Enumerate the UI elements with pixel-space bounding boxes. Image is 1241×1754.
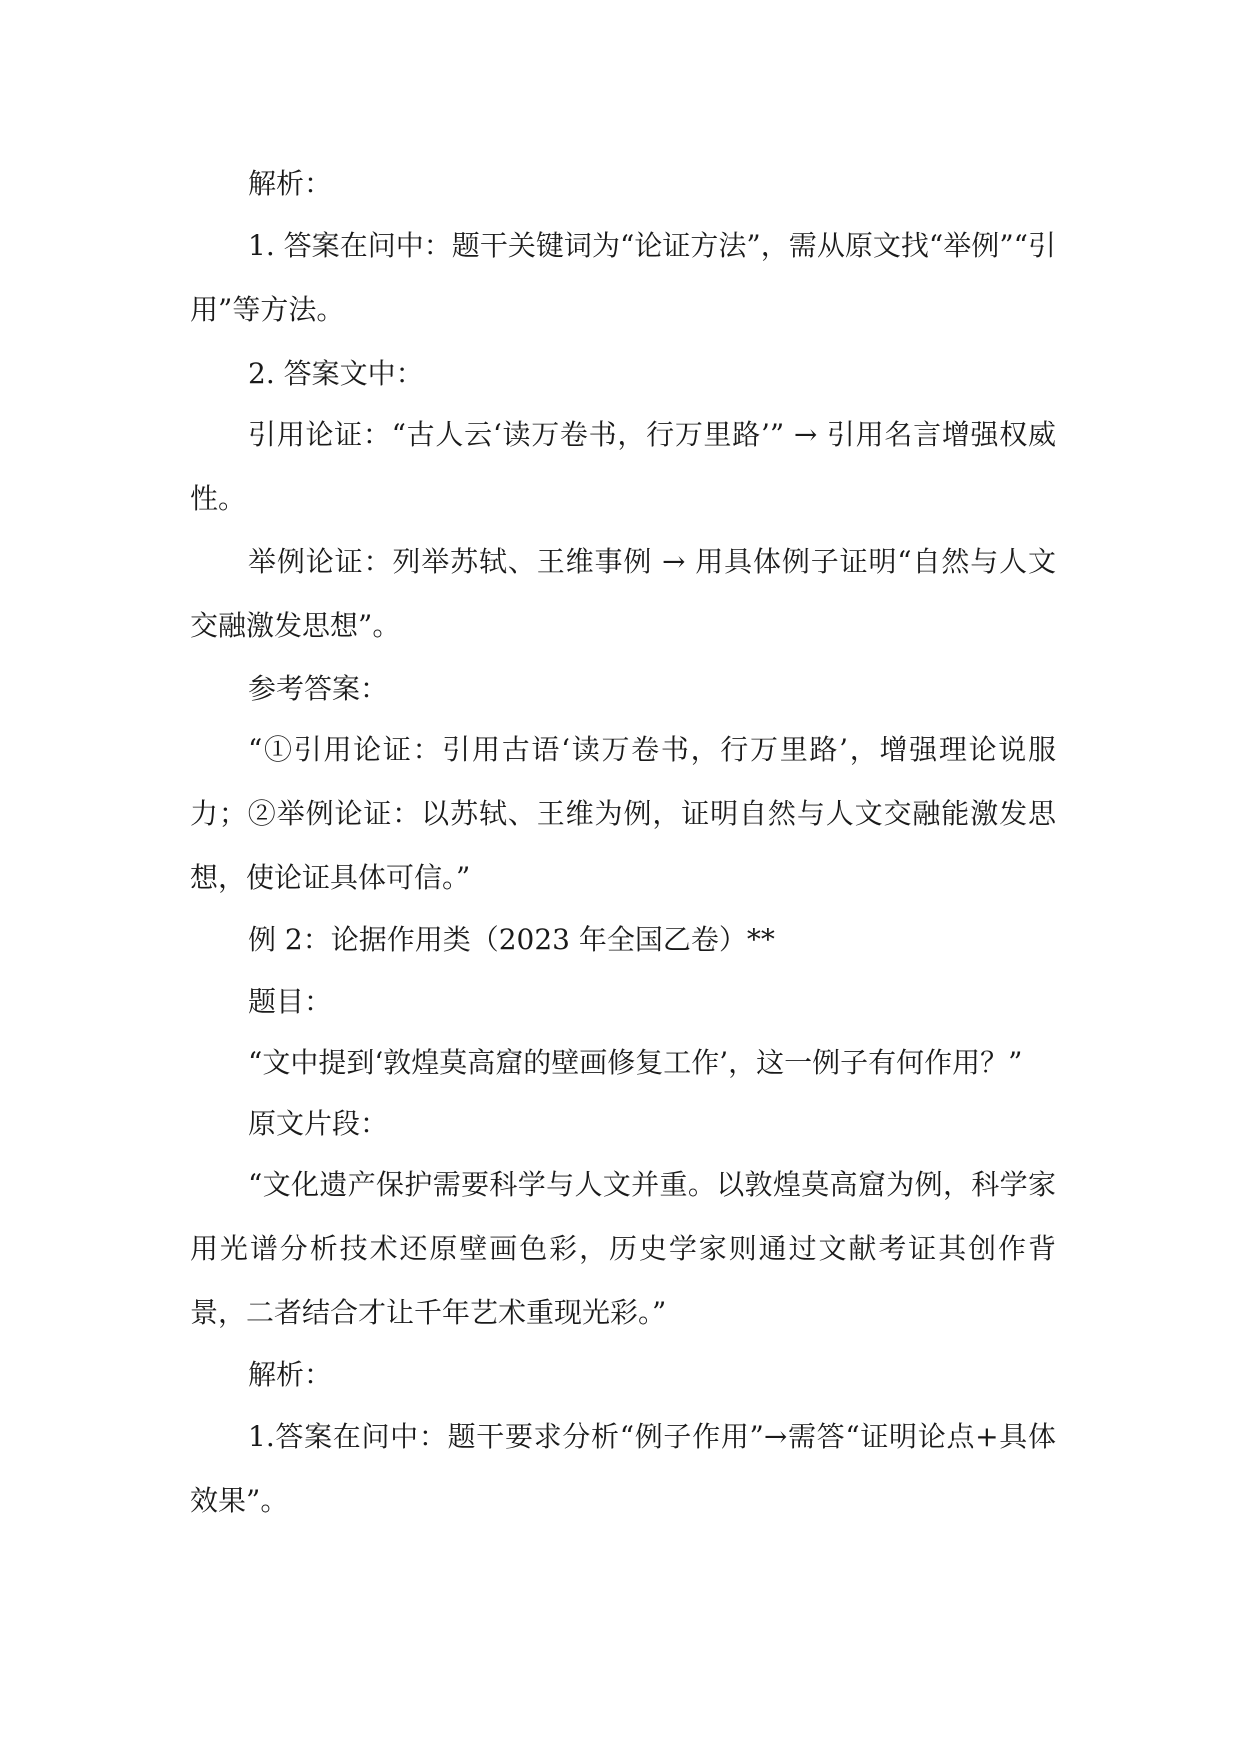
analysis-heading-1: 解析：: [248, 167, 333, 200]
analysis-point-2: 2. 答案文中：: [248, 357, 424, 390]
source-excerpt-text: “文化遗产保护需要科学与人文并重。以敦煌莫高窟为例，科学家用光谱分析技术还原壁画色彩，历史学家则通过文献考证其创作背景，二者结合才让千年艺术重现光彩。”: [190, 1168, 1056, 1329]
analysis-heading-2: 解析：: [248, 1358, 333, 1391]
analysis-2-point-1: 1.答案在问中：题干要求分析“例子作用”→需答“证明论点+具体效果”。: [190, 1420, 1056, 1517]
example-2-heading: 例 2：论据作用类（2023 年全国乙卷）**: [248, 923, 775, 956]
quotation-argument-note: 引用论证：“古人云‘读万卷书，行万里路’” → 引用名言增强权威性。: [190, 418, 1056, 515]
question-text: “文中提到‘敦煌莫高窟的壁画修复工作’，这一例子有何作用？”: [248, 1046, 1023, 1079]
source-excerpt-heading: 原文片段：: [248, 1107, 389, 1140]
example-argument-note: 举例论证：列举苏轼、王维事例 → 用具体例子证明“自然与人文交融激发思想”。: [190, 545, 1056, 642]
question-heading: 题目：: [248, 985, 333, 1018]
reference-answer-heading: 参考答案：: [248, 672, 389, 705]
analysis-point-1: 1. 答案在问中：题干关键词为“论证方法”，需从原文找“举例”“引用”等方法。: [190, 229, 1056, 326]
reference-answer-text: “①引用论证：引用古语‘读万卷书，行万里路’，增强理论说服力；②举例论证：以苏轼、王维为例，证明自然与人文交融能激发思想，使论证具体可信。”: [190, 733, 1056, 894]
